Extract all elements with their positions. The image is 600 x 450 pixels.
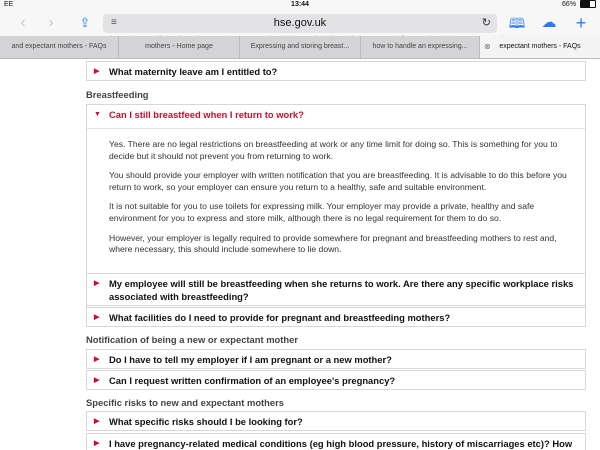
chevron-right-icon: ▶ [94, 68, 100, 75]
faq-item-medical-conditions[interactable] [86, 433, 586, 450]
clock: 13:44 [291, 1, 309, 8]
faq-question [87, 311, 585, 324]
faq-question [87, 353, 585, 366]
chevron-right-icon: ▶ [94, 377, 100, 384]
chevron-down-icon: ▼ [94, 111, 101, 118]
cloud-tabs-icon[interactable]: ☁ [541, 14, 557, 31]
answer-paragraph: It is not suitable for you to use toilets for expressing milk. Your employer may provide a private, healthy and safe environment for you to express and store milk, although there is no legal requirement for them to do so. [109, 201, 535, 223]
faq-question [87, 415, 585, 428]
section-heading-notification: Notification of being a new or expectant mother [86, 334, 298, 345]
faq-question-text: What specific risks should I be looking for? [109, 416, 303, 427]
back-icon[interactable]: ‹ [20, 14, 26, 31]
carrier-label: EE [4, 1, 14, 8]
answer-paragraph: Yes. There are no legal restrictions on breastfeeding at work or any time limit for doing so. This is something for you to decide but it should not prevent you from returning to work. [109, 139, 558, 161]
faq-question [87, 374, 585, 387]
faq-item-facilities[interactable] [86, 307, 586, 327]
chevron-right-icon: ▶ [94, 418, 100, 425]
new-tab-icon[interactable]: + [575, 13, 587, 33]
faq-answer [87, 129, 585, 256]
tab-5-active[interactable] [480, 36, 600, 58]
faq-question-text: What maternity leave am I entitled to? [109, 66, 278, 77]
faq-item-tell-employer[interactable] [86, 349, 586, 369]
answer-paragraph: You should provide your employer with written notification that you are breastfeeding. It is advisable to do this before you return to work, so your employer can ensure you return to a healthy, safe and suitable environment. [109, 170, 567, 192]
battery-percent: 66% [562, 1, 577, 8]
faq-question[interactable] [87, 108, 585, 121]
faq-item-workplace-risks[interactable] [86, 273, 586, 306]
chevron-right-icon: ▶ [94, 440, 100, 447]
browser-toolbar [0, 10, 600, 36]
tab-label: and expectant mothers - FAQs [11, 43, 107, 50]
faq-question-text: Do I have to tell my employer if I am pregnant or a new mother? [109, 354, 392, 365]
tab-label: Expressing and storing breast... [250, 43, 350, 50]
faq-question-text: Can I still breastfeed when I return to work? [109, 109, 304, 120]
reader-icon[interactable]: ≡ [111, 17, 117, 28]
chevron-right-icon: ▶ [94, 356, 100, 363]
reload-icon[interactable]: ↻ [481, 17, 491, 29]
url-text: hse.gov.uk [273, 17, 327, 29]
faq-item-maternity[interactable] [86, 61, 586, 81]
faq-question-text: My employee will still be breastfeeding when she returns to work. Are there any specific workplace risks associated with breastfeeding? [109, 278, 574, 302]
answer-paragraph: However, your employer is legally required to provide somewhere for pregnant and breastfeeding mothers to rest and, where necessary, this should include somewhere to lie down. [109, 232, 557, 255]
section-heading-breastfeeding: Breastfeeding [86, 89, 149, 100]
faq-question-text: What facilities do I need to provide for pregnant and breastfeeding mothers? [109, 312, 451, 323]
tab-bar [0, 36, 600, 59]
faq-question-text: Can I request written confirmation of an employee's pregnancy? [109, 375, 396, 386]
tab-label: mothers - Home page [145, 43, 213, 50]
tab-3[interactable] [240, 36, 361, 58]
chevron-right-icon: ▶ [94, 314, 100, 321]
tab-label: expectant mothers - FAQs [499, 43, 581, 50]
faq-content [86, 58, 600, 450]
forward-icon[interactable]: › [48, 14, 54, 31]
battery-indicator [562, 0, 596, 10]
faq-item-written-confirmation[interactable] [86, 370, 586, 390]
share-icon[interactable]: ⇪ [79, 15, 91, 30]
tab-1[interactable] [0, 36, 119, 58]
faq-question [87, 277, 585, 303]
section-heading-risks: Specific risks to new and expectant mothers [86, 397, 284, 408]
faq-question [87, 437, 585, 450]
close-icon[interactable]: ⊗ [484, 42, 491, 51]
address-bar[interactable] [103, 14, 497, 33]
tab-4[interactable] [361, 36, 480, 58]
faq-item-specific-risks[interactable] [86, 411, 586, 431]
faq-question [87, 65, 585, 78]
chevron-right-icon: ▶ [94, 280, 100, 287]
bookmarks-icon[interactable]: 🕮 [508, 15, 526, 31]
faq-question-text: I have pregnancy-related medical conditions (eg high blood pressure, history of miscarriages etc)? How [109, 438, 573, 449]
status-bar [0, 0, 600, 10]
battery-icon [580, 0, 596, 8]
tab-label: how to handle an expressing... [372, 43, 468, 50]
tab-2[interactable] [119, 36, 240, 58]
